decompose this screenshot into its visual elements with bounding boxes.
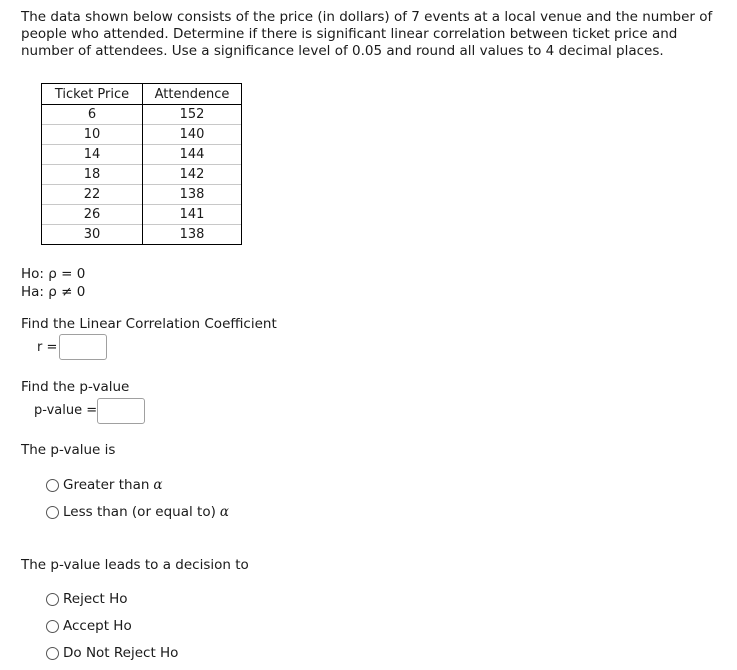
table-row bbox=[42, 105, 242, 125]
ticket-price-cell: 22 bbox=[42, 185, 143, 205]
ticket-price-cell: 6 bbox=[42, 105, 143, 125]
radio-button[interactable] bbox=[46, 593, 59, 606]
radio-button[interactable] bbox=[46, 647, 59, 660]
attendence-cell: 144 bbox=[143, 145, 242, 165]
data-table bbox=[41, 83, 242, 245]
null-hypothesis: Ho: ρ = 0 bbox=[21, 266, 86, 282]
do-not-reject-ho-option[interactable] bbox=[46, 645, 178, 661]
pvalue-label: p-value = bbox=[34, 403, 98, 418]
r-input[interactable] bbox=[59, 334, 107, 360]
accept-ho-option[interactable] bbox=[46, 618, 132, 634]
table-header-row bbox=[42, 84, 242, 105]
ticket-price-cell: 26 bbox=[42, 205, 143, 225]
less-than-option[interactable] bbox=[46, 504, 229, 520]
attendence-cell: 141 bbox=[143, 205, 242, 225]
attendence-cell: 140 bbox=[143, 125, 242, 145]
comparison-prompt: The p-value is bbox=[21, 442, 116, 458]
ticket-price-cell: 30 bbox=[42, 225, 143, 245]
option-label: Do Not Reject Ho bbox=[63, 645, 179, 661]
option-label: Accept Ho bbox=[63, 618, 132, 634]
attendence-cell: 138 bbox=[143, 185, 242, 205]
table-row bbox=[42, 145, 242, 165]
alpha-symbol: α bbox=[153, 477, 163, 493]
table-row bbox=[42, 185, 242, 205]
ticket-price-cell: 18 bbox=[42, 165, 143, 185]
pvalue-input[interactable] bbox=[97, 398, 145, 424]
ticket-price-header: Ticket Price bbox=[42, 84, 143, 105]
pvalue-prompt: Find the p-value bbox=[21, 379, 130, 395]
radio-button[interactable] bbox=[46, 506, 59, 519]
radio-button[interactable] bbox=[46, 479, 59, 492]
reject-ho-option[interactable] bbox=[46, 591, 128, 607]
option-label: Greater than bbox=[63, 477, 150, 493]
option-label: Less than (or equal to) bbox=[63, 504, 216, 520]
decision-prompt: The p-value leads to a decision to bbox=[21, 557, 249, 573]
table-row bbox=[42, 125, 242, 145]
ticket-price-cell: 14 bbox=[42, 145, 143, 165]
table-row bbox=[42, 165, 242, 185]
attendence-header: Attendence bbox=[143, 84, 242, 105]
ticket-price-cell: 10 bbox=[42, 125, 143, 145]
option-label: Reject Ho bbox=[63, 591, 128, 607]
table-row bbox=[42, 225, 242, 245]
radio-button[interactable] bbox=[46, 620, 59, 633]
greater-than-option[interactable] bbox=[46, 477, 163, 493]
table-row bbox=[42, 205, 242, 225]
attendence-cell: 138 bbox=[143, 225, 242, 245]
attendence-cell: 142 bbox=[143, 165, 242, 185]
attendence-cell: 152 bbox=[143, 105, 242, 125]
alpha-symbol: α bbox=[219, 504, 229, 520]
alternative-hypothesis: Ha: ρ ≠ 0 bbox=[21, 284, 86, 300]
question-text: The data shown below consists of the price (in dollars) of 7 events at a local venue and the number of people who attended. Determine if there is significant linear correlation between ticket price and number of attendees. Use a significance level of 0.05 and round all values to 4 decimal places. bbox=[21, 9, 713, 59]
r-label: r = bbox=[37, 340, 58, 355]
correlation-prompt: Find the Linear Correlation Coefficient bbox=[21, 316, 277, 332]
